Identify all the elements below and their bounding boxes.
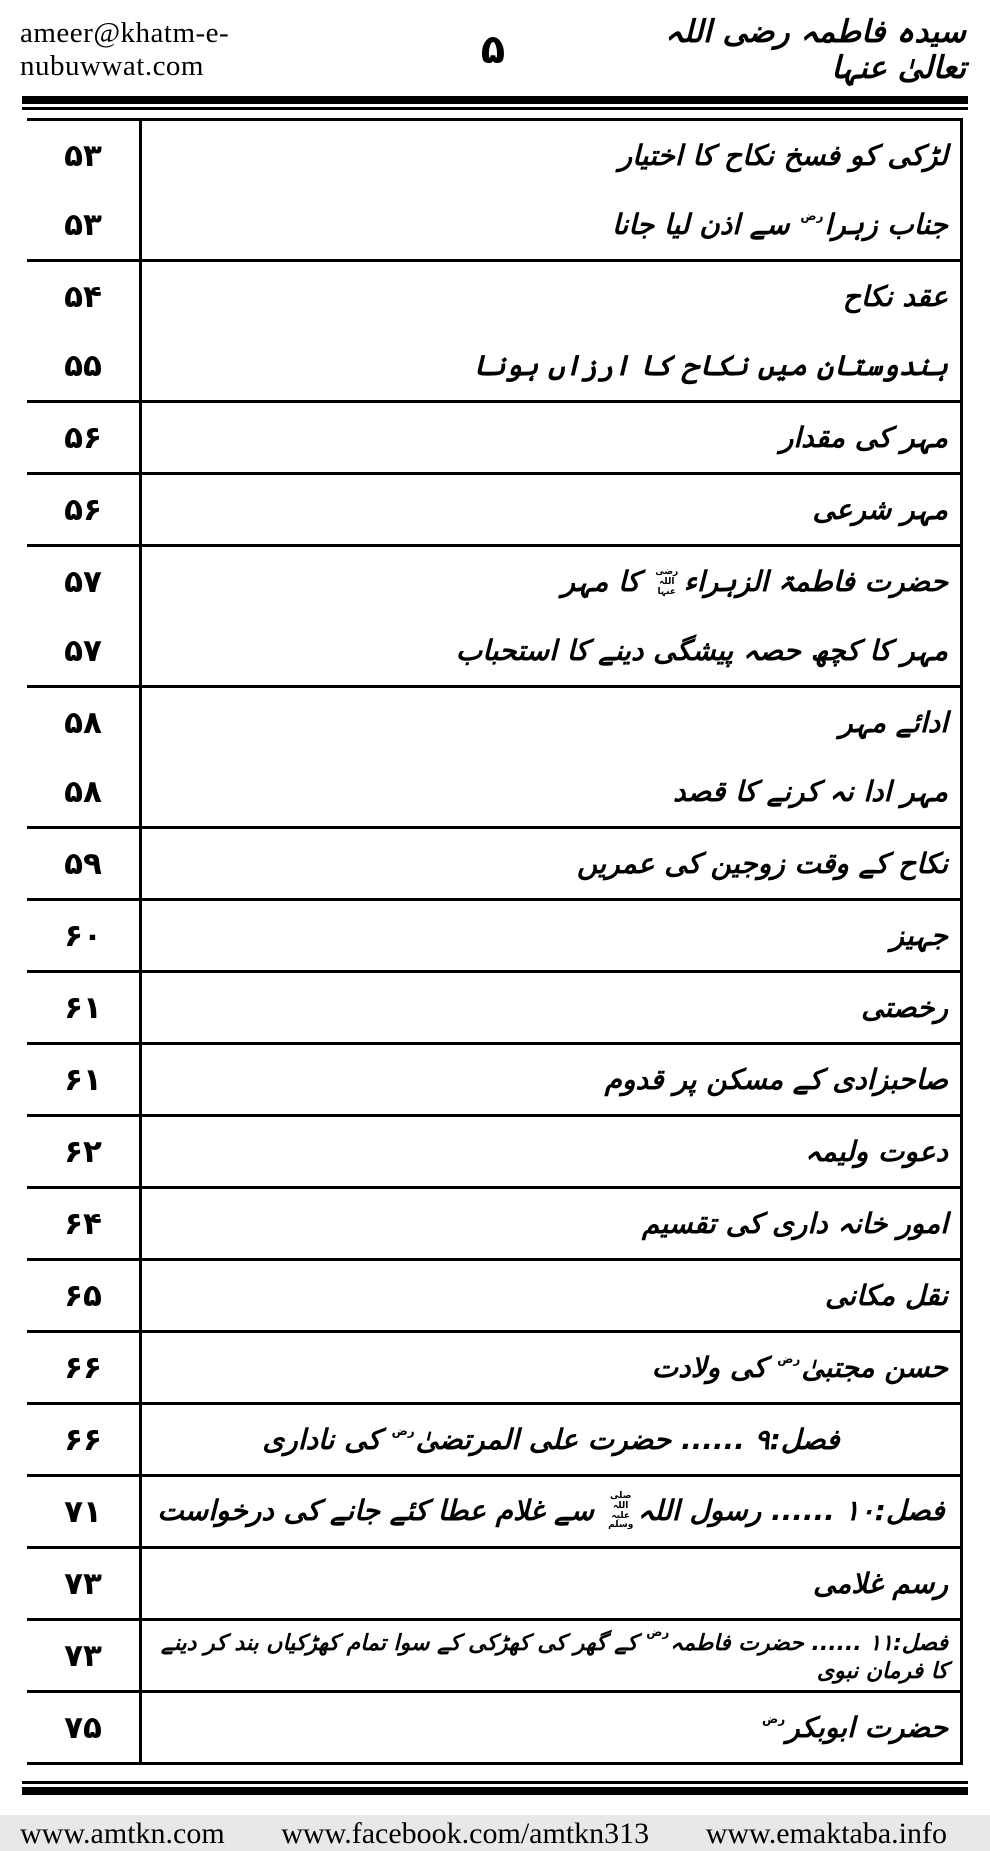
toc-page-number: ۵۹ xyxy=(64,845,102,882)
toc-entry xyxy=(27,1693,963,1762)
toc-page-number: ۶۵ xyxy=(64,1277,102,1314)
toc-entry-title: رسم غلامی xyxy=(139,1549,963,1618)
toc-group xyxy=(27,1621,963,1693)
toc-entry xyxy=(27,616,963,685)
toc-group xyxy=(27,1549,963,1621)
toc-entry xyxy=(27,1621,963,1690)
footer-link-facebook: www.facebook.com/amtkn313 xyxy=(281,1817,650,1850)
toc-entry-title: مہر کی مقدار xyxy=(139,403,963,472)
toc-entry xyxy=(27,1333,963,1402)
toc-entry xyxy=(27,1261,963,1330)
toc-group xyxy=(27,1693,963,1765)
toc-page-number: ۶۰ xyxy=(64,917,102,954)
toc-entry-title: دعوت ولیمہ xyxy=(139,1117,963,1186)
honorific-mark: رض xyxy=(762,1712,786,1726)
toc-page-number: ۶۶ xyxy=(64,1421,102,1458)
toc-group xyxy=(27,121,963,262)
toc-entry-title: نقل مکانی xyxy=(139,1261,963,1330)
footer-divider-rule xyxy=(22,1781,968,1795)
toc-page-number: ۵۷ xyxy=(64,632,102,669)
toc-entry-title: مہر شرعی xyxy=(139,475,963,544)
toc-entry-title: جہیز xyxy=(139,901,963,970)
toc-entry xyxy=(27,1549,963,1618)
toc-entry xyxy=(27,688,963,757)
honorific-mark: رض xyxy=(391,1424,415,1438)
toc-entry xyxy=(27,1117,963,1186)
toc-page-number: ۶۲ xyxy=(64,1133,102,1170)
toc-entry-title: رخصتی xyxy=(139,973,963,1042)
toc-page-number: ۷۱ xyxy=(64,1493,102,1530)
toc-entry-title: حسن مجتبیٰرض کی ولادت xyxy=(139,1333,963,1402)
toc-entry xyxy=(27,757,963,826)
toc-page-number: ۶۶ xyxy=(64,1349,102,1386)
toc-group xyxy=(27,829,963,901)
toc-group xyxy=(27,688,963,829)
toc-group xyxy=(27,475,963,547)
toc-page-number: ۶۱ xyxy=(64,989,102,1026)
honorific-mark: رض xyxy=(646,1625,670,1639)
toc-group xyxy=(27,1477,963,1549)
toc-entry xyxy=(27,1405,963,1474)
toc-table xyxy=(27,118,963,1765)
page-footer xyxy=(20,1817,947,1851)
toc-page-number: ۵۶ xyxy=(64,419,102,456)
toc-page-number: ۵۳ xyxy=(64,206,102,243)
toc-page-number: ۵۳ xyxy=(64,137,102,174)
toc-entry-title: امور خانہ داری کی تقسیم xyxy=(139,1189,963,1258)
toc-group xyxy=(27,547,963,688)
toc-entry-title: فصل:۱۰ ...... رسول اللہصلی اللہ علیہ وسلم سے غلام عطا کئے جانے کی درخواست xyxy=(139,1477,963,1546)
toc-entry xyxy=(27,331,963,400)
toc-entry-title: نکاح کے وقت زوجین کی عمریں xyxy=(139,829,963,898)
toc-group xyxy=(27,1261,963,1333)
toc-page-number: ۷۵ xyxy=(64,1709,102,1746)
book-title: سیدہ فاطمہ رضی اللہ تعالیٰ عنہا xyxy=(665,14,966,86)
toc-group xyxy=(27,1117,963,1189)
toc-entry-title: جناب زہرارض سے اذن لیا جانا xyxy=(139,190,963,259)
toc-entry-title: لڑکی کو فسخ نکاح کا اختیار xyxy=(139,121,963,190)
header-email: ameer@khatm-e-nubuwwat.com xyxy=(20,17,230,82)
toc-page-number: ۵۴ xyxy=(64,278,102,315)
toc-entry xyxy=(27,190,963,259)
toc-entry-title: صاحبزادی کے مسکن پر قدوم xyxy=(139,1045,963,1114)
honorific-mark: صلی اللہ علیہ وسلم xyxy=(608,1490,634,1531)
thick-rule xyxy=(22,1787,968,1795)
toc-page-number: ۵۷ xyxy=(64,563,102,600)
toc-entry-title: فصل:۱۱ ...... حضرت فاطمہرض کے گھر کی کھڑکی کے سوا تمام کھڑکیاں بند کر دینے کا فرمان نبوی xyxy=(139,1621,963,1690)
toc-group xyxy=(27,262,963,403)
toc-entry xyxy=(27,1189,963,1258)
toc-group xyxy=(27,1045,963,1117)
toc-page-number: ۷۳ xyxy=(64,1637,102,1674)
toc-page-number: ۶۱ xyxy=(64,1061,102,1098)
honorific-mark: رض xyxy=(777,1352,801,1366)
toc-entry-title: حضرت فاطمۃ الزہراءرضی اللہ عنہا کا مہر xyxy=(139,547,963,616)
toc-entry-title: مہر کا کچھ حصہ پیشگی دینے کا استحباب xyxy=(139,616,963,685)
toc-group xyxy=(27,1333,963,1405)
honorific-mark: رض xyxy=(800,209,824,223)
toc-page-number: ۶۴ xyxy=(64,1205,102,1242)
toc-entry xyxy=(27,403,963,472)
toc-entry xyxy=(27,262,963,331)
toc-entry-title: عقد نکاح xyxy=(139,262,963,331)
toc-entry-title: ہندوستان میں نکاح کا ارزاں ہونا xyxy=(139,331,963,400)
toc-page-number: ۵۶ xyxy=(64,491,102,528)
footer-link-emaktaba: www.emaktaba.info xyxy=(705,1817,947,1850)
page-number: ۵ xyxy=(480,27,506,73)
toc-entry xyxy=(27,1045,963,1114)
toc-entry xyxy=(27,475,963,544)
toc-entry xyxy=(27,1477,963,1546)
toc-entry xyxy=(27,973,963,1042)
toc-entry-title: ادائے مہر xyxy=(139,688,963,757)
toc-group xyxy=(27,1405,963,1477)
toc-entry-title: حضرت ابوبکررض xyxy=(139,1693,963,1762)
thick-rule xyxy=(22,96,968,104)
page-header xyxy=(0,0,990,86)
toc-page-number: ۵۵ xyxy=(64,347,102,384)
footer-link-amtkn: www.amtkn.com xyxy=(20,1817,225,1850)
toc-entry xyxy=(27,121,963,190)
toc-page-number: ۵۸ xyxy=(64,773,102,810)
toc-entry xyxy=(27,901,963,970)
toc-entry xyxy=(27,829,963,898)
toc-entry-title: فصل:۹ ...... حضرت علی المرتضیٰرض کی ناداری xyxy=(139,1405,963,1474)
toc-page-number: ۷۳ xyxy=(64,1565,102,1602)
toc-group xyxy=(27,973,963,1045)
thin-rule xyxy=(22,107,968,110)
toc-page-number: ۵۸ xyxy=(64,704,102,741)
toc-entry xyxy=(27,547,963,616)
toc-group xyxy=(27,403,963,475)
header-divider-rule xyxy=(22,96,968,110)
honorific-mark: رضی اللہ عنہا xyxy=(655,567,679,597)
toc-group xyxy=(27,901,963,973)
toc-group xyxy=(27,1189,963,1261)
toc-entry-title: مہر ادا نہ کرنے کا قصد xyxy=(139,757,963,826)
